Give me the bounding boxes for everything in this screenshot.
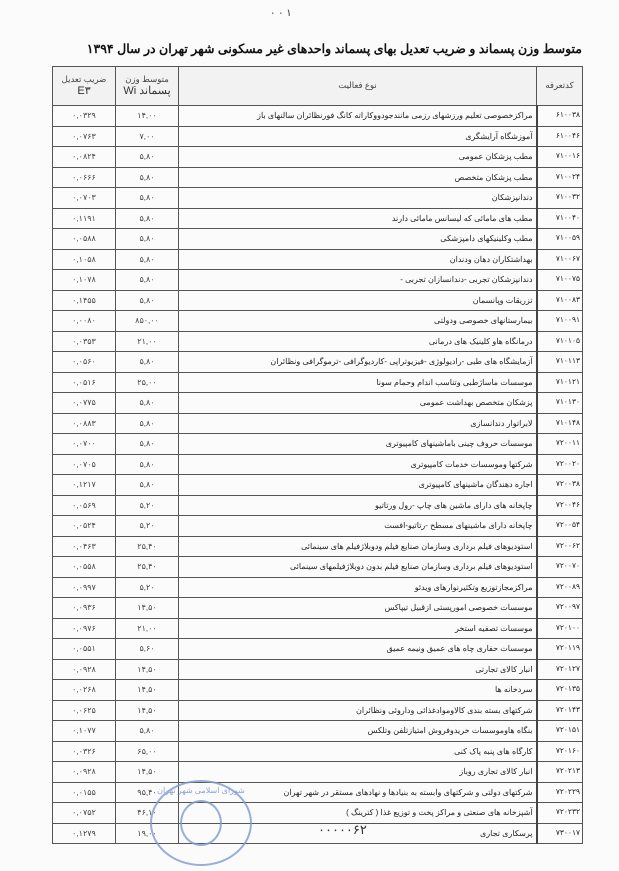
table-row — [53, 618, 583, 639]
cell-code: ۷۱۰۰۲۴ — [537, 167, 583, 188]
cell-coef: ۰,۰۳۲۹ — [53, 106, 116, 127]
table-row — [53, 557, 583, 578]
cell-weight: ۵,۸۰ — [116, 229, 179, 250]
cell-coef: ۰,۰۹۳۶ — [53, 598, 116, 619]
table-row — [53, 331, 583, 352]
cell-coef: ۰,۱۰۵۸ — [53, 249, 116, 270]
table-row — [53, 208, 583, 229]
cell-code: ۷۲۰۰۳۸ — [537, 475, 583, 496]
cell-coef: ۰,۱۲۱۷ — [53, 475, 116, 496]
cell-code: ۷۲۰۱۲۷ — [537, 659, 583, 680]
cell-coef: ۰,۰۰۸۰ — [53, 311, 116, 332]
cell-code: ۷۱۰۱۲۱ — [537, 372, 583, 393]
cell-activity: آزمایشگاه های طبی -رادیولوژی -فیزیوتراپی -کاردیوگرافی -ترموگرافی ونظائران — [179, 352, 537, 373]
page-number: ۰۰۰۰۰۶۲ — [318, 822, 367, 837]
tariff-table — [52, 66, 583, 844]
cell-activity: پرسکاری تجاری — [179, 823, 537, 844]
table-row — [53, 639, 583, 660]
cell-coef: ۰,۰۴۶۳ — [53, 536, 116, 557]
table-row — [53, 536, 583, 557]
table-row — [53, 434, 583, 455]
table-row — [53, 229, 583, 250]
cell-code: ۷۱۰۰۸۳ — [537, 290, 583, 311]
cell-weight: ۷,۰۰ — [116, 126, 179, 147]
cell-activity: موسسات حروف چینی باماشینهای کامپیوتری — [179, 434, 537, 455]
table-row — [53, 311, 583, 332]
cell-code: ۷۱۰۱۱۳ — [537, 352, 583, 373]
table-row — [53, 700, 583, 721]
table-row — [53, 680, 583, 701]
cell-activity: استودیوهای فیلم برداری وسازمان صنایع فیلم بدون دوبلاژفیلمهای سینمائی — [179, 557, 537, 578]
cell-code: ۷۲۰۱۰۰ — [537, 618, 583, 639]
cell-code: ۷۱۰۰۱۶ — [537, 147, 583, 168]
cell-coef: ۰,۰۸۸۳ — [53, 413, 116, 434]
cell-weight: ۱۴,۵۰ — [116, 659, 179, 680]
cell-weight: ۸۵۰,۰۰ — [116, 311, 179, 332]
cell-weight: ۵,۸۰ — [116, 434, 179, 455]
cell-coef: ۰,۰۶۶۶ — [53, 167, 116, 188]
stamp-text: شورای اسلامی شهر تهران — [157, 786, 245, 795]
cell-activity: مطب پزشکان متخصص — [179, 167, 537, 188]
cell-activity: بنگاه هاوموسسات خریدوفروش امتیازتلفن وتلکس — [179, 721, 537, 742]
cell-activity: مطب پزشکان عمومی — [179, 147, 537, 168]
cell-code: ۷۲۰۱۶۰ — [537, 741, 583, 762]
cell-code: ۷۲۰۲۱۳ — [537, 762, 583, 783]
cell-weight: ۶۵,۰۰ — [116, 741, 179, 762]
cell-weight: ۵,۸۰ — [116, 208, 179, 229]
cell-activity: سردخانه ها — [179, 680, 537, 701]
cell-weight: ۵,۸۰ — [116, 290, 179, 311]
cell-code: ۷۲۰۲۲۹ — [537, 782, 583, 803]
cell-coef: ۰,۰۵۶۰ — [53, 352, 116, 373]
cell-activity: درمانگاه هاو کلینیک های درمانی — [179, 331, 537, 352]
cell-code: ۷۲۰۱۳۵ — [537, 680, 583, 701]
cell-code: ۷۲۰۱۵۱ — [537, 721, 583, 742]
cell-activity: چاپخانه دارای ماشینهای مسطح -رتاتیو-افست — [179, 516, 537, 537]
cell-activity: لابراتوار دندانسازی — [179, 413, 537, 434]
cell-coef: ۰,۰۸۲۴ — [53, 147, 116, 168]
cell-weight: ۵,۲۰ — [116, 495, 179, 516]
cell-activity: انبار کالای تجاری روباز — [179, 762, 537, 783]
table-row — [53, 659, 583, 680]
cell-activity: موسسات تصفیه استخر — [179, 618, 537, 639]
cell-activity: شرکتهای دولتی و شرکتهای وابسته به بنیادها و نهادهای مستقر در شهر تهران — [179, 782, 537, 803]
table-row — [53, 721, 583, 742]
header-weight — [116, 67, 179, 106]
cell-weight: ۵,۸۰ — [116, 147, 179, 168]
cell-coef: ۰,۱۱۹۱ — [53, 208, 116, 229]
cell-code: ۷۱۰۰۳۲ — [537, 188, 583, 209]
cell-activity: موسسات حفاری چاه های عمیق ونیمه عمیق — [179, 639, 537, 660]
cell-activity: شرکتهای بسته بندی کالاوموادغذائی وداروئی ونظائران — [179, 700, 537, 721]
cell-activity: استودیوهای فیلم برداری وسازمان صنایع فیلم ودوبلاژفیلم های سینمائی — [179, 536, 537, 557]
table-row — [53, 188, 583, 209]
cell-code: ۷۱۰۰۴۰ — [537, 208, 583, 229]
table-row — [53, 782, 583, 803]
table-row — [53, 762, 583, 783]
header-coef-sub: E۳ — [77, 84, 91, 97]
cell-coef: ۰,۱۰۷۷ — [53, 721, 116, 742]
header-coef — [53, 67, 116, 106]
cell-code: ۷۱۰۱۳۰ — [537, 393, 583, 414]
cell-coef: ۰,۰۵۶۹ — [53, 495, 116, 516]
cell-weight: ۱۴,۵۰ — [116, 680, 179, 701]
cell-weight: ۵,۸۰ — [116, 188, 179, 209]
cell-activity: شرکتها وموسسات خدمات کامپیوتری — [179, 454, 537, 475]
table-row — [53, 106, 583, 127]
cell-code: ۷۳۰۰۱۷ — [537, 823, 583, 844]
cell-weight: ۵,۲۰ — [116, 577, 179, 598]
cell-coef: ۰,۰۷۶۳ — [53, 126, 116, 147]
cell-activity: آشپزخانه های صنعتی و مراکز پخت و توزیع غذا ( کترینگ ) — [179, 803, 537, 824]
header-weight-sub: پسماند Wi — [123, 84, 171, 97]
cell-coef: ۰,۰۷۵۲ — [53, 803, 116, 824]
cell-activity: پزشکان متخصص بهداشت عمومی — [179, 393, 537, 414]
table-row — [53, 167, 583, 188]
cell-weight: ۲۵,۰۰ — [116, 372, 179, 393]
cell-coef: ۰,۰۷۰۰ — [53, 434, 116, 455]
cell-weight: ۵,۸۰ — [116, 475, 179, 496]
cell-activity: انبار کالای تجارتی — [179, 659, 537, 680]
cell-activity: کارگاه های پنبه پاک کنی — [179, 741, 537, 762]
cell-code: ۷۲۰۰۶۲ — [537, 536, 583, 557]
cell-activity: مطب های مامائی که لیسانس مامائی دارند — [179, 208, 537, 229]
cell-weight: ۱۴,۰۰ — [116, 106, 179, 127]
cell-coef: ۰,۱۰۷۸ — [53, 270, 116, 291]
header-weight-label: متوسط وزن — [125, 73, 169, 84]
cell-code: ۷۱۰۰۵۹ — [537, 229, 583, 250]
cell-weight: ۹۵,۴۰ — [116, 782, 179, 803]
cell-code: ۷۱۰۰۶۷ — [537, 249, 583, 270]
cell-code: ۷۱۰۰۷۵ — [537, 270, 583, 291]
table-row — [53, 475, 583, 496]
cell-activity: دندانپزشکان تجربی -دندانسازان تجربی - — [179, 270, 537, 291]
cell-code: ۷۱۰۱۴۸ — [537, 413, 583, 434]
cell-weight: ۱۹,۰۰ — [116, 823, 179, 844]
cell-coef: ۰,۰۳۵۳ — [53, 331, 116, 352]
cell-code: ۷۲۰۰۵۴ — [537, 516, 583, 537]
document-title: متوسط وزن پسماند و ضریب تعدیل بهای پسماند واحدهای غیر مسکونی شهر تهران در سال ۱۳۹۴ — [86, 42, 582, 56]
cell-weight: ۵,۸۰ — [116, 167, 179, 188]
cell-weight: ۵,۸۰ — [116, 413, 179, 434]
cell-coef: ۰,۰۹۹۷ — [53, 577, 116, 598]
top-marks: ۰ ۰ ۱ — [270, 8, 292, 19]
cell-code: ۶۱۰۰۴۶ — [537, 126, 583, 147]
cell-activity: چاپخانه های دارای ماشین های چاپ -رول ورتاتیو — [179, 495, 537, 516]
stamp-emblem — [180, 800, 222, 846]
cell-activity: دندانپزشکان — [179, 188, 537, 209]
cell-code: ۷۲۰۰۴۶ — [537, 495, 583, 516]
cell-coef: ۰,۰۲۶۸ — [53, 680, 116, 701]
cell-weight: ۵,۸۰ — [116, 352, 179, 373]
cell-coef: ۰,۰۵۵۱ — [53, 639, 116, 660]
cell-activity: آموزشگاه آرایشگری — [179, 126, 537, 147]
table-header-row — [53, 67, 583, 106]
table-row — [53, 126, 583, 147]
cell-code: ۶۱۰۰۳۸ — [537, 106, 583, 127]
table-row — [53, 290, 583, 311]
cell-weight: ۲۵,۴۰ — [116, 557, 179, 578]
cell-weight: ۲۱,۰۰ — [116, 618, 179, 639]
cell-code: ۷۲۰۲۳۲ — [537, 803, 583, 824]
table-row — [53, 577, 583, 598]
cell-weight: ۱۴,۵۰ — [116, 598, 179, 619]
cell-weight: ۱۴,۵۰ — [116, 762, 179, 783]
cell-code: ۷۲۰۰۹۷ — [537, 598, 583, 619]
cell-weight: ۲۵,۴۰ — [116, 536, 179, 557]
header-code: کدتعرفه — [537, 67, 583, 106]
cell-coef: ۰,۰۶۲۵ — [53, 700, 116, 721]
table-row — [53, 249, 583, 270]
cell-coef: ۰,۰۱۵۵ — [53, 782, 116, 803]
cell-coef: ۰,۰۷۰۳ — [53, 188, 116, 209]
table-row — [53, 803, 583, 824]
cell-coef: ۰,۰۳۲۶ — [53, 741, 116, 762]
cell-activity: موسسات خصوصی امورپستی ازقبیل تیپاکس — [179, 598, 537, 619]
cell-weight: ۵,۸۰ — [116, 721, 179, 742]
cell-weight: ۵,۲۰ — [116, 516, 179, 537]
cell-code: ۷۲۰۰۲۰ — [537, 454, 583, 475]
cell-weight: ۵,۸۰ — [116, 249, 179, 270]
header-activity: نوع فعالیت — [179, 67, 537, 106]
cell-activity: اجاره دهندگان ماشینهای کامپیوتری — [179, 475, 537, 496]
cell-coef: ۰,۰۵۵۸ — [53, 557, 116, 578]
cell-coef: ۰,۰۹۲۸ — [53, 762, 116, 783]
cell-code: ۷۲۰۱۱۹ — [537, 639, 583, 660]
table-row — [53, 352, 583, 373]
table-row — [53, 741, 583, 762]
cell-coef: ۰,۰۷۷۵ — [53, 393, 116, 414]
cell-weight: ۲۱,۰۰ — [116, 331, 179, 352]
cell-activity: مطب وکلینیکهای دامپزشکی — [179, 229, 537, 250]
table-row — [53, 147, 583, 168]
cell-weight: ۴۶,۱۰ — [116, 803, 179, 824]
cell-coef: ۰,۰۵۲۴ — [53, 516, 116, 537]
cell-code: ۷۲۰۰۱۱ — [537, 434, 583, 455]
table-row — [53, 372, 583, 393]
cell-weight: ۵,۸۰ — [116, 270, 179, 291]
table-row — [53, 413, 583, 434]
cell-coef: ۰,۱۴۵۵ — [53, 290, 116, 311]
cell-code: ۷۲۰۰۷۰ — [537, 557, 583, 578]
cell-weight: ۵,۶۰ — [116, 639, 179, 660]
cell-activity: بیمارستانهای خصوصی ودولتی — [179, 311, 537, 332]
official-stamp — [150, 780, 252, 866]
header-coef-label: ضریب تعدیل — [61, 73, 107, 84]
cell-weight: ۵,۸۰ — [116, 393, 179, 414]
cell-weight: ۱۴,۵۰ — [116, 700, 179, 721]
cell-code: ۷۱۰۰۹۱ — [537, 311, 583, 332]
cell-activity: مراکزخصوصی تعلیم ورزشهای رزمی مانندجودووکاراته کانگ فورنظائران سالنهای باز — [179, 106, 537, 127]
table-row — [53, 393, 583, 414]
cell-activity: تزریقات وپانسمان — [179, 290, 537, 311]
table-row — [53, 454, 583, 475]
cell-coef: ۰,۰۵۸۸ — [53, 229, 116, 250]
table-row — [53, 516, 583, 537]
cell-coef: ۰,۱۲۷۹ — [53, 823, 116, 844]
table-row — [53, 270, 583, 291]
cell-coef: ۰,۰۷۰۵ — [53, 454, 116, 475]
cell-coef: ۰,۰۹۷۶ — [53, 618, 116, 639]
cell-coef: ۰,۰۹۲۸ — [53, 659, 116, 680]
cell-activity: مراکزمجازتوزیع وتکثیرنوارهای ویدئو — [179, 577, 537, 598]
cell-weight: ۵,۸۰ — [116, 454, 179, 475]
cell-code: ۷۱۰۱۰۵ — [537, 331, 583, 352]
table-row — [53, 495, 583, 516]
cell-activity: موسسات ماساژطبی وتناسب اندام وحمام سونا — [179, 372, 537, 393]
table-row — [53, 598, 583, 619]
cell-code: ۷۲۰۱۴۳ — [537, 700, 583, 721]
table-body — [53, 106, 583, 844]
cell-activity: بهداشتکاران دهان ودندان — [179, 249, 537, 270]
cell-coef: ۰,۰۵۱۶ — [53, 372, 116, 393]
cell-code: ۷۲۰۰۸۹ — [537, 577, 583, 598]
